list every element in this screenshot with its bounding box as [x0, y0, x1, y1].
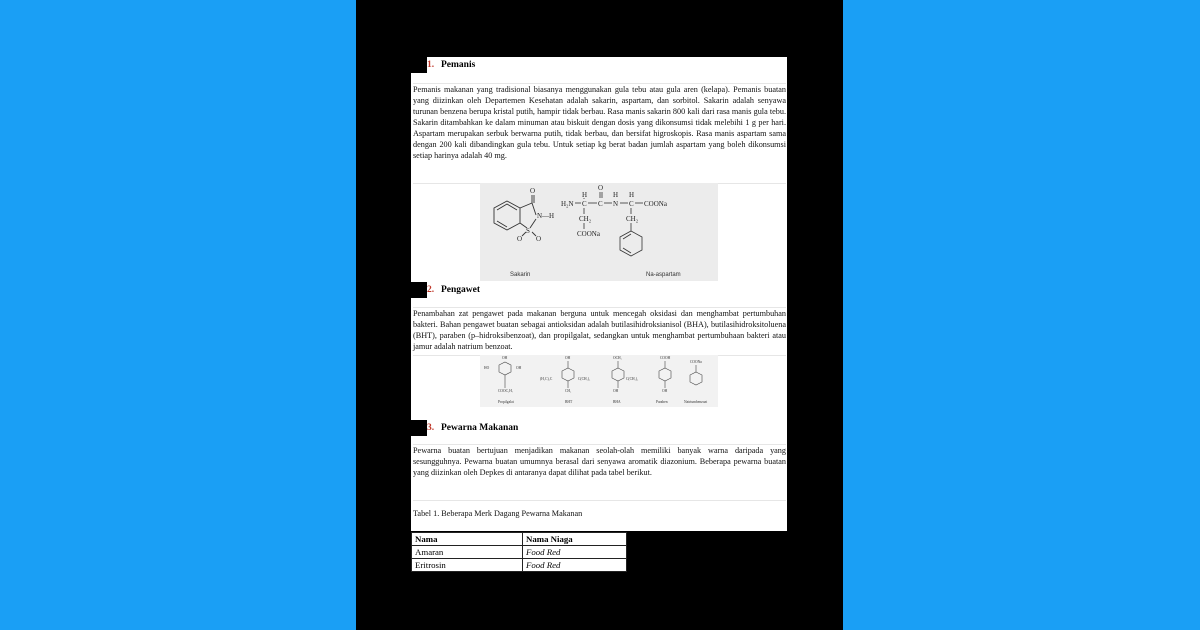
table-header-nama: Nama	[412, 533, 523, 546]
table-row	[412, 546, 627, 559]
section-title: Pewarna Makanan	[441, 423, 519, 433]
heading-marker	[411, 57, 427, 73]
sakarin-o-left: O	[517, 235, 523, 243]
sakarin-o-top: O	[530, 187, 536, 195]
section-heading-pemanis	[411, 57, 787, 73]
sakarin-nh: N—H	[537, 212, 555, 220]
aspartam-ch2-right: CH₂	[626, 215, 639, 223]
bha-right: C(CH₃)₃	[626, 377, 639, 381]
aspartam-o-top: O	[598, 184, 604, 192]
propilgalat-label: Propilgalat	[498, 400, 514, 404]
aspartam-h3: H	[629, 191, 635, 199]
table-caption: Tabel 1. Beberapa Merk Dagang Pewarna Makanan	[413, 509, 583, 518]
aspartam-n: N	[613, 200, 619, 208]
aspartam-c1: C	[582, 200, 587, 208]
table-header-row	[412, 533, 627, 546]
section-number: 1.	[427, 60, 435, 70]
document-page	[411, 57, 787, 531]
aspartam-h1: H	[582, 191, 588, 199]
sakarin-s: S	[526, 227, 530, 235]
aspartam-coona-right: COONa	[644, 200, 667, 208]
natriumbenzoat-top: COONa	[690, 360, 702, 364]
paraben-bottom: OH	[662, 389, 668, 393]
aspartam-h2: H	[613, 191, 619, 199]
paragraph-pengawet: Penambahan zat pengawet pada makanan berguna untuk mencegah oksidasi dan menghambat pertumbuhan bakteri. Bahan pengawet buatan sebagai antioksidan adalah butilasihidroksianisol (BHA), butilasihidroksitoluena (BHT), paraben (p–hidroksibenzoat), dan propilgalat, sedangkan untuk menghambat pertumbuhaan bakteri atau jamur adalah natrium benzoat.	[413, 307, 786, 356]
bht-right: C(CH₃)₃	[578, 377, 591, 381]
aspartam-c3: C	[629, 200, 634, 208]
paragraph-pemanis: Pemanis makanan yang tradisional biasanya menggunakan gula tebu atau gula aren (kelapa). Pemanis buatan yang diizinkan oleh Departemen Kesehatan adalah sakarin, aspartam, dan sorbitol. Sakarin adalah senyawa turunan benzena berupa kristal putih, hampir tidak berbau. Rasa manis sakarin 800 kali dari rasa manis gula tebu. Sakarin ditambahkan ke dalam minuman atau biskuit dengan dosis yang dikonsumsi tidak melebihi 1 g per hari. Aspartam merupakan serbuk berwarna putih, tidak berbau, dan bersifat higroskopis. Rasa manis aspartam sama dengan 200 kali dibandingkan gula tebu. Untuk setiap kg berat badan jumlah aspartam yang boleh dikonsumsi setiap harinya adalah 40 mg.	[413, 83, 786, 184]
bht-bottom: CH₃	[565, 389, 572, 393]
table-cell-nama-niaga: Food Red	[523, 559, 627, 572]
propilgalat-left: HO	[484, 366, 490, 370]
propilgalat-top: OH	[502, 356, 508, 360]
table-cell-nama-niaga: Food Red	[523, 546, 627, 559]
bht-top: OH	[565, 356, 571, 360]
table-row	[412, 559, 627, 572]
table-cell-nama: Amaran	[412, 546, 523, 559]
aspartam-ch2-left: CH₂	[579, 215, 592, 223]
bha-bottom: OH	[613, 389, 619, 393]
section-title: Pengawet	[441, 285, 481, 295]
sakarin-o-right: O	[536, 235, 542, 243]
sakarin-label: Sakarin	[510, 272, 531, 278]
heading-marker	[411, 420, 427, 436]
table-header-nama-niaga: Nama Niaga	[523, 533, 627, 546]
chemical-structures-svg	[480, 183, 718, 281]
bha-label: BHA	[613, 400, 621, 404]
section-heading-pewarna-makanan	[411, 420, 787, 436]
propilgalat-bottom: COOC₃H₇	[498, 389, 514, 393]
propilgalat-right: OH	[516, 366, 522, 370]
aspartam-h2n: H₂N	[561, 200, 574, 208]
heading-marker	[411, 282, 427, 298]
bht-left: (H₃C)₃C	[540, 377, 553, 381]
section-number: 2.	[427, 285, 435, 295]
pewarna-table	[411, 532, 627, 572]
paragraph-pewarna-makanan: Pewarna buatan bertujuan menjadikan makanan seolah-olah memiliki banyak warna daripada yang sesungguhnya. Pewarna buatan umumnya berasal dari senyawa aromatik diazonium. Beberapa pewarna buatan yang diizinkan oleh Depkes di antaranya dapat dilihat pada tabel berikut.	[413, 444, 786, 501]
table-cell-nama: Eritrosin	[412, 559, 523, 572]
figure-preservatives	[480, 355, 718, 407]
paraben-label: Paraben	[656, 400, 668, 404]
preservatives-svg	[480, 355, 718, 407]
aspartam-coona-bottom: COONa	[577, 230, 600, 238]
natriumbenzoat-label: Natriumbenzoat	[684, 400, 708, 404]
bha-top: OCH₃	[613, 356, 622, 360]
paraben-top: COOH	[660, 356, 671, 360]
bht-label: BHT	[565, 400, 573, 404]
section-heading-pengawet	[411, 282, 787, 298]
section-number: 3.	[427, 423, 435, 433]
aspartam-label: Na-aspartam	[646, 272, 681, 278]
section-title: Pemanis	[441, 60, 476, 70]
aspartam-c2: C	[598, 200, 603, 208]
figure-sakarin-aspartam	[480, 183, 718, 281]
